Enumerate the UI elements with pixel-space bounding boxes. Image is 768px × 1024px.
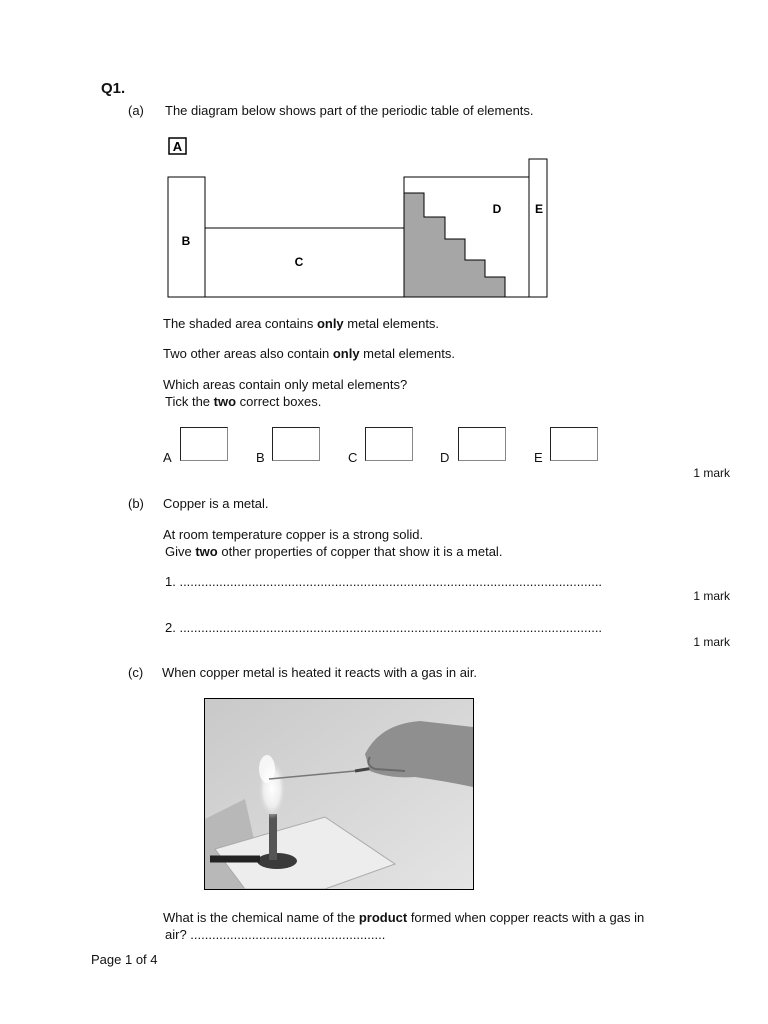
option-label-b: B	[256, 450, 265, 465]
diagram-label-a: A	[172, 139, 183, 154]
page-number: Page 1 of 4	[91, 952, 158, 967]
other-areas-statement: Two other areas also contain only metal elements.	[163, 346, 455, 361]
part-b-mark-2: 1 mark	[693, 635, 730, 649]
part-b-label: (b)	[128, 496, 144, 511]
diagram-label-d: D	[492, 202, 502, 216]
part-a-label: (a)	[128, 103, 144, 118]
product-answer-line[interactable]: air? ......................................................	[165, 927, 386, 942]
part-b-statement: Copper is a metal.	[163, 496, 269, 511]
tick-box-b[interactable]	[272, 427, 320, 461]
diagram-label-e: E	[534, 202, 544, 216]
answer-line-2[interactable]: 2. .....................................................................................................................	[165, 620, 603, 635]
room-temperature-statement: At room temperature copper is a strong solid.	[163, 527, 424, 542]
area-c	[205, 228, 404, 297]
option-label-c: C	[348, 450, 358, 465]
part-c-statement: When copper metal is heated it reacts with a gas in air.	[162, 665, 478, 680]
product-question: What is the chemical name of the product formed when copper reacts with a gas in	[163, 910, 645, 925]
question-number: Q1.	[101, 80, 126, 97]
part-a-mark: 1 mark	[693, 466, 730, 480]
option-label-a: A	[163, 450, 172, 465]
tick-instruction: Tick the two correct boxes.	[165, 394, 322, 409]
copper-heating-photo	[204, 698, 474, 890]
diagram-label-b: B	[181, 234, 191, 248]
shaded-area-statement: The shaded area contains only metal elements.	[163, 316, 440, 331]
option-label-e: E	[534, 450, 543, 465]
area-e	[529, 159, 547, 297]
diagram-label-c: C	[294, 255, 304, 269]
part-a-intro: The diagram below shows part of the periodic table of elements.	[165, 103, 534, 118]
part-c-label: (c)	[128, 665, 144, 680]
tick-box-a[interactable]	[180, 427, 228, 461]
periodic-table-diagram	[160, 133, 720, 303]
tick-box-e[interactable]	[550, 427, 598, 461]
which-areas-question: Which areas contain only metal elements?	[163, 377, 408, 392]
tick-box-d[interactable]	[458, 427, 506, 461]
part-b-mark-1: 1 mark	[693, 589, 730, 603]
answer-line-1[interactable]: 1. .....................................................................................................................	[165, 574, 603, 589]
tick-box-c[interactable]	[365, 427, 413, 461]
option-label-d: D	[440, 450, 450, 465]
give-properties-instruction: Give two other properties of copper that show it is a metal.	[165, 544, 503, 559]
